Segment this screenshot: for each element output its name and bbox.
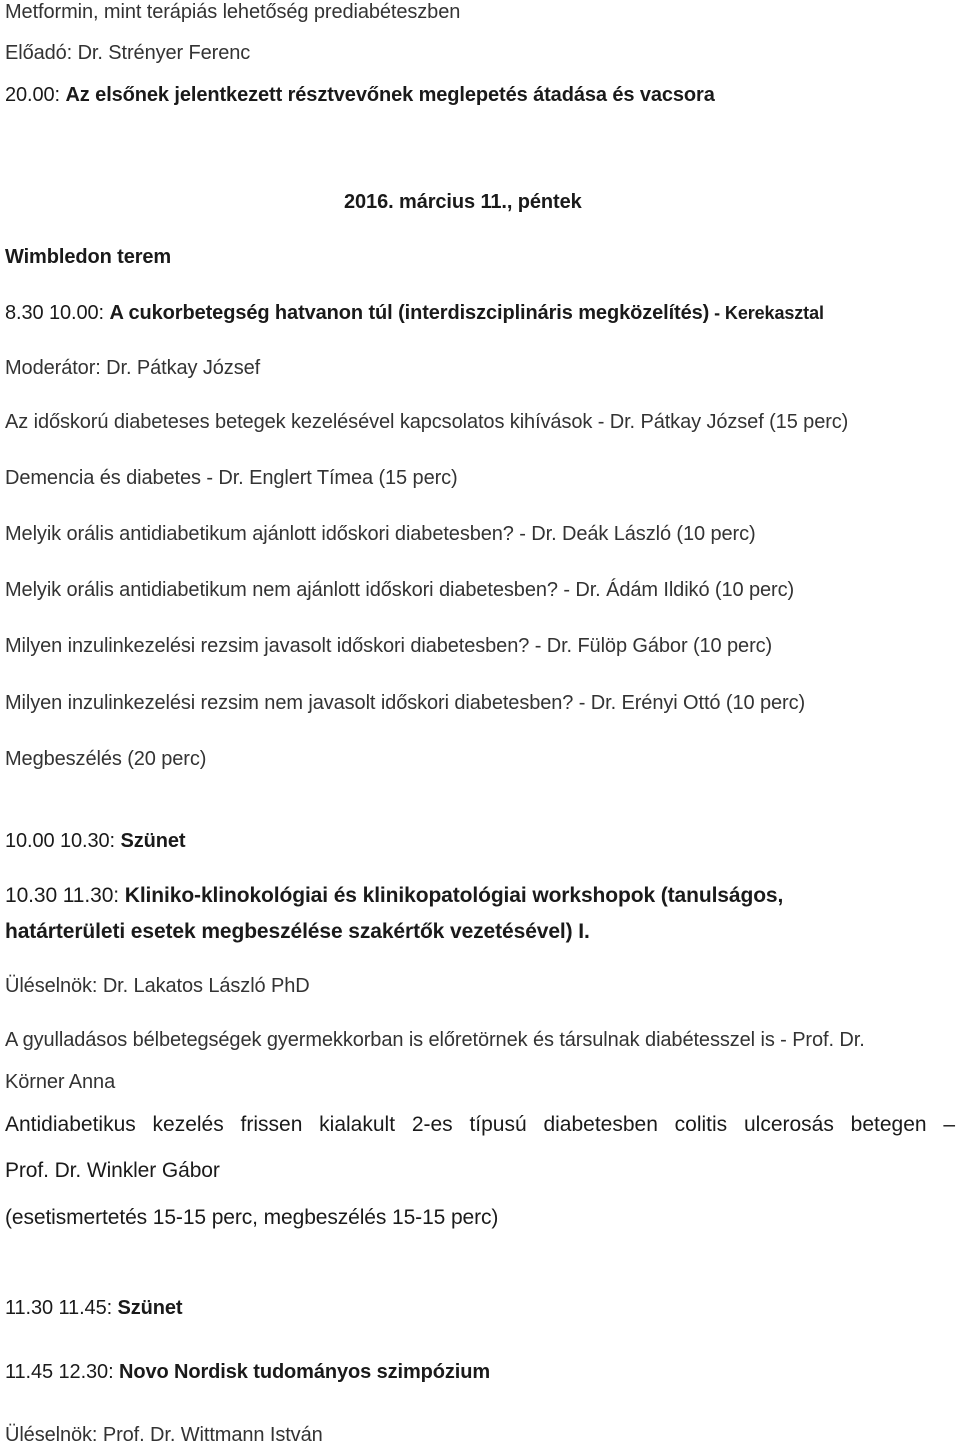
session3-title: Novo Nordisk tudományos szimpózium bbox=[118, 1361, 491, 1383]
evening-program: Az elsőnek jelentkezett résztvevőnek meglepetés átadása és vacsora bbox=[65, 84, 715, 106]
word: típusú bbox=[469, 1113, 527, 1136]
session3-time: 11.45 12.30: bbox=[5, 1361, 119, 1383]
word: Antidiabetikus bbox=[5, 1113, 136, 1136]
talk-item: Az időskorú diabeteses betegek kezelésével kapcsolatos kihívások - Dr. Pátkay József (15 perc) bbox=[5, 411, 849, 433]
word: diabetesben bbox=[543, 1113, 658, 1136]
session1-title: A cukorbetegség hatvanon túl (interdiszciplináris megközelítés) bbox=[109, 302, 710, 324]
talk-item: Melyik orális antidiabetikum nem ajánlott időskori diabetesben? - Dr. Ádám Ildikó (10 perc) bbox=[5, 579, 795, 601]
word: kezelés bbox=[152, 1113, 224, 1136]
talk-item: Melyik orális antidiabetikum ajánlott időskori diabetesben? - Dr. Deák László (10 perc) bbox=[5, 523, 756, 545]
break2-label: Szünet bbox=[117, 1297, 183, 1319]
session2-talk2-line1 bbox=[5, 1113, 955, 1137]
session1-format: - Kerekasztal bbox=[709, 303, 824, 323]
session2-note: (esetismertetés 15-15 perc, megbeszélés 15-15 perc) bbox=[5, 1206, 499, 1229]
talk-item: Milyen inzulinkezelési rezsim javasolt időskori diabetesben? - Dr. Fülöp Gábor (10 perc) bbox=[5, 635, 773, 657]
talk-item: Milyen inzulinkezelési rezsim nem javasolt időskori diabetesben? - Dr. Erényi Ottó (10 perc) bbox=[5, 692, 806, 714]
word: colitis bbox=[674, 1113, 728, 1136]
talk-item: Demencia és diabetes - Dr. Englert Tímea (15 perc) bbox=[5, 467, 458, 489]
session2-talk2-line2: Prof. Dr. Winkler Gábor bbox=[5, 1159, 220, 1182]
lecturer: Előadó: Dr. Strényer Ferenc bbox=[5, 42, 251, 64]
word: kialakult bbox=[319, 1113, 396, 1136]
break1-label: Szünet bbox=[120, 830, 186, 852]
break1-line bbox=[5, 829, 185, 853]
evening-time: 20.00: bbox=[5, 84, 66, 106]
day-date: 2016. március 11., péntek bbox=[344, 191, 582, 213]
talk-item: Megbeszélés (20 perc) bbox=[5, 748, 207, 770]
break2-line bbox=[5, 1296, 182, 1320]
room-name: Wimbledon terem bbox=[5, 246, 172, 268]
session2-time: 10.30 11.30: bbox=[5, 884, 125, 907]
word: frissen bbox=[240, 1113, 303, 1136]
session2-chair: Üléselnök: Dr. Lakatos László PhD bbox=[5, 975, 310, 997]
session1-header bbox=[5, 301, 824, 325]
break2-time: 11.30 11.45: bbox=[5, 1297, 118, 1319]
word: – bbox=[943, 1113, 956, 1136]
word: ulcerosás bbox=[743, 1113, 834, 1136]
session2-header bbox=[5, 884, 783, 908]
evening-program-line bbox=[5, 83, 715, 107]
word: betegen bbox=[850, 1113, 927, 1136]
session2-talk1-line2: Körner Anna bbox=[5, 1071, 116, 1093]
break1-time: 10.00 10.30: bbox=[5, 830, 121, 852]
session1-time: 8.30 10.00: bbox=[5, 302, 110, 324]
session3-header bbox=[5, 1360, 490, 1384]
session3-chair: Üléselnök: Prof. Dr. Wittmann István bbox=[5, 1424, 323, 1446]
session2-title-line2: határterületi esetek megbeszélése szakértők vezetésével) I. bbox=[5, 920, 590, 943]
session2-title-line1: Kliniko-klinokológiai és klinikopatológiai workshopok (tanulságos, bbox=[124, 884, 784, 907]
word: 2-es bbox=[411, 1113, 453, 1136]
lecture-title: Metformin, mint terápiás lehetőség prediabéteszben bbox=[5, 1, 461, 23]
session2-talk1-line1: A gyulladásos bélbetegségek gyermekkorban is előretörnek és társulnak diabétesszel is - Prof. Dr. bbox=[5, 1029, 865, 1051]
session1-moderator: Moderátor: Dr. Pátkay József bbox=[5, 357, 261, 379]
